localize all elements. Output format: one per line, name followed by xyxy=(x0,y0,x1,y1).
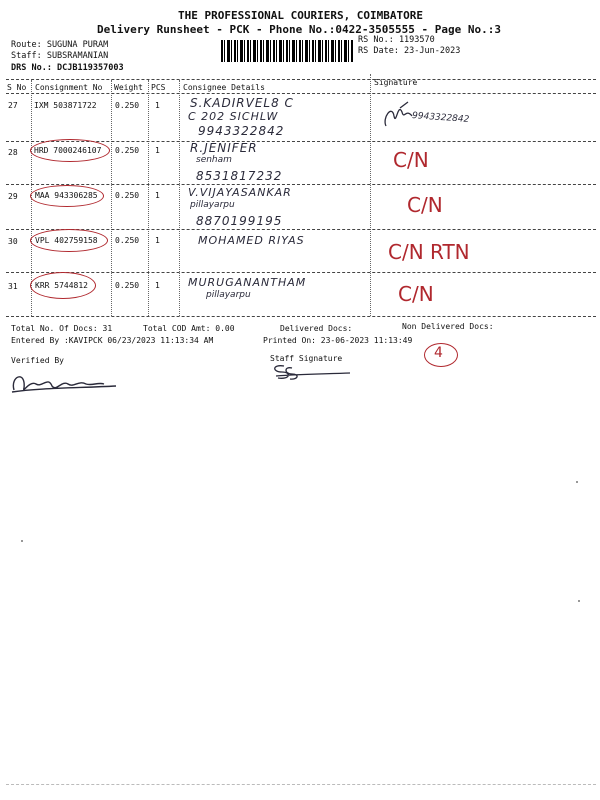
row-pcs: 1 xyxy=(155,191,160,200)
verifier-signature xyxy=(8,366,120,398)
status-mark: C/N xyxy=(393,148,429,172)
drs-number: DRS No.: DCJB119357003 xyxy=(11,63,124,73)
header-bottom-rule xyxy=(6,93,596,94)
total-cod: Total COD Amt: 0.00 xyxy=(143,324,235,333)
column-divider xyxy=(111,80,112,316)
staff-signature-scribble xyxy=(262,360,352,382)
row-consignment: IXM 503871722 xyxy=(34,101,97,110)
row-pcs: 1 xyxy=(155,101,160,110)
column-divider xyxy=(370,74,371,316)
handwritten-count: 4 xyxy=(434,345,443,361)
route-label: Route: SUGUNA PURAM xyxy=(11,40,109,50)
col-sno: S No xyxy=(7,83,27,92)
scan-speck xyxy=(578,600,580,602)
consignee-address: pillayarpu xyxy=(190,200,235,210)
scan-speck xyxy=(21,540,23,542)
row-sno: 28 xyxy=(8,148,18,157)
row-sno: 27 xyxy=(8,101,18,110)
consignee-address: C 202 SICHLW xyxy=(188,110,279,123)
consignee-address: pillayarpu xyxy=(206,290,251,300)
consignee-phone: 8531817232 xyxy=(196,169,283,183)
status-mark: C/N xyxy=(398,282,434,306)
consignee-phone: 9943322842 xyxy=(198,124,285,138)
row-pcs: 1 xyxy=(155,281,160,290)
total-docs: Total No. Of Docs: 31 xyxy=(11,324,113,333)
page-bottom-rule xyxy=(6,784,596,785)
company-title: THE PROFESSIONAL COURIERS, COIMBATORE xyxy=(178,9,424,22)
staff-signature-label: Staff Signature xyxy=(270,354,343,363)
consignee-name: S.KADIRVEL8 C xyxy=(190,96,294,110)
row-rule xyxy=(6,229,596,230)
col-consignment: Consignment No xyxy=(35,83,103,92)
column-divider xyxy=(148,80,149,316)
consignee-name: V.VIJAYASANKAR xyxy=(188,186,292,199)
table-bottom-rule xyxy=(6,316,596,317)
row-consignment: VPL 402759158 xyxy=(35,236,98,245)
row-consignment: KRR 5744812 xyxy=(35,281,88,290)
staff-label: Staff: SUBSRAMANIAN xyxy=(11,51,109,61)
verified-by-label: Verified By xyxy=(11,356,64,365)
status-mark: C/N xyxy=(407,193,443,217)
non-delivered-docs: Non Delivered Docs: xyxy=(402,322,494,331)
consignee-name: R.JENIFER xyxy=(190,141,258,155)
row-rule xyxy=(6,272,596,273)
row-consignment: MAA 943306285 xyxy=(35,191,98,200)
row-pcs: 1 xyxy=(155,146,160,155)
column-divider xyxy=(179,80,180,316)
row-weight: 0.250 xyxy=(115,281,140,290)
printed-on: Printed On: 23-06-2023 11:13:49 xyxy=(263,336,413,345)
row-sno: 29 xyxy=(8,192,18,201)
delivered-docs: Delivered Docs: xyxy=(280,324,353,333)
row-weight: 0.250 xyxy=(115,146,140,155)
status-mark: C/N RTN xyxy=(388,240,470,264)
col-weight: Weight xyxy=(114,83,143,92)
row-consignment: HRD 7000246107 xyxy=(34,146,102,155)
consignee-name: MURUGANANTHAM xyxy=(188,276,307,289)
row-sno: 31 xyxy=(8,282,18,291)
entered-by: Entered By :KAVIPCK 06/23/2023 11:13:34 AM xyxy=(11,336,214,345)
col-pcs: PCS xyxy=(151,83,166,92)
barcode-image xyxy=(221,40,353,62)
scan-speck xyxy=(576,481,578,483)
consignee-phone: 8870199195 xyxy=(196,214,283,228)
row-sno: 30 xyxy=(8,237,18,246)
rs-number: RS No.: 1193570 xyxy=(358,35,435,45)
row-pcs: 1 xyxy=(155,236,160,245)
row-weight: 0.250 xyxy=(115,236,140,245)
rs-date: RS Date: 23-Jun-2023 xyxy=(358,46,461,56)
row-weight: 0.250 xyxy=(115,101,140,110)
header-top-rule xyxy=(6,79,596,80)
consignee-name: MOHAMED RIYAS xyxy=(198,234,305,247)
consignee-address: senham xyxy=(196,155,232,165)
row-rule xyxy=(6,184,596,185)
signature-phone: 9943322842 xyxy=(411,111,470,125)
col-consignee: Consignee Details xyxy=(183,83,265,92)
row-weight: 0.250 xyxy=(115,191,140,200)
col-signature: Signature xyxy=(374,78,418,87)
runsheet-subtitle: Delivery Runsheet - PCK - Phone No.:0422-3505555 - Page No.:3 xyxy=(97,23,501,36)
